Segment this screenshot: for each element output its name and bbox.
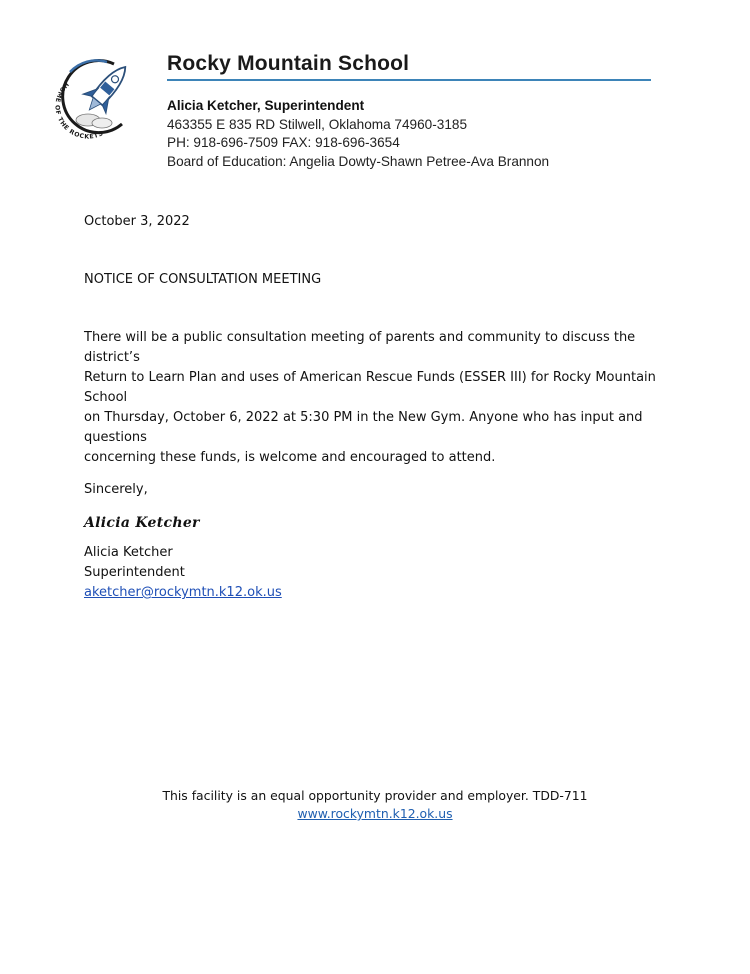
letter-subject: NOTICE OF CONSULTATION MEETING [84,272,322,287]
signer-title: Superintendent [84,565,185,580]
letter-closing: Sincerely, [84,482,148,497]
footer [0,787,750,823]
paragraph-line: on Thursday, October 6, 2022 at 5:30 PM in the New Gym. Anyone who has input and questions [84,410,643,445]
letter-body [84,212,674,603]
signer-email-link[interactable]: aketcher@rockymtn.k12.ok.us [84,585,282,600]
rocket-logo-icon [44,46,144,146]
equal-opportunity-statement: This facility is an equal opportunity provider and employer. TDD-711 [162,788,588,803]
paragraph-line: Return to Learn Plan and uses of American Rescue Funds (ESSER III) for Rocky Mountain School [84,370,656,405]
paragraph-line: concerning these funds, is welcome and encouraged to attend. [84,450,496,465]
paragraph-line: There will be a public consultation meeting of parents and community to discuss the district’s [84,330,636,365]
letter-paragraph [84,328,674,468]
board-of-education: Board of Education: Angelia Dowty-Shawn Petree-Ava Brannon [167,153,550,169]
school-address: 463355 E 835 RD Stilwell, Oklahoma 74960-3185 [167,116,468,132]
website-link[interactable]: www.rockymtn.k12.ok.us [297,806,453,821]
header-divider [167,79,651,81]
letterhead [167,51,657,171]
phone-fax: PH: 918-696-7509 FAX: 918-696-3654 [167,135,400,150]
contact-block [167,97,657,171]
superintendent-line: Alicia Ketcher, Superintendent [167,98,365,113]
logo-arc-text: HOME OF THE ROCKETS [53,80,105,141]
signature: Alicia Ketcher [84,515,200,531]
signer-name: Alicia Ketcher [84,545,173,560]
letter-date: October 3, 2022 [84,214,190,229]
school-name: Rocky Mountain School [167,52,410,75]
